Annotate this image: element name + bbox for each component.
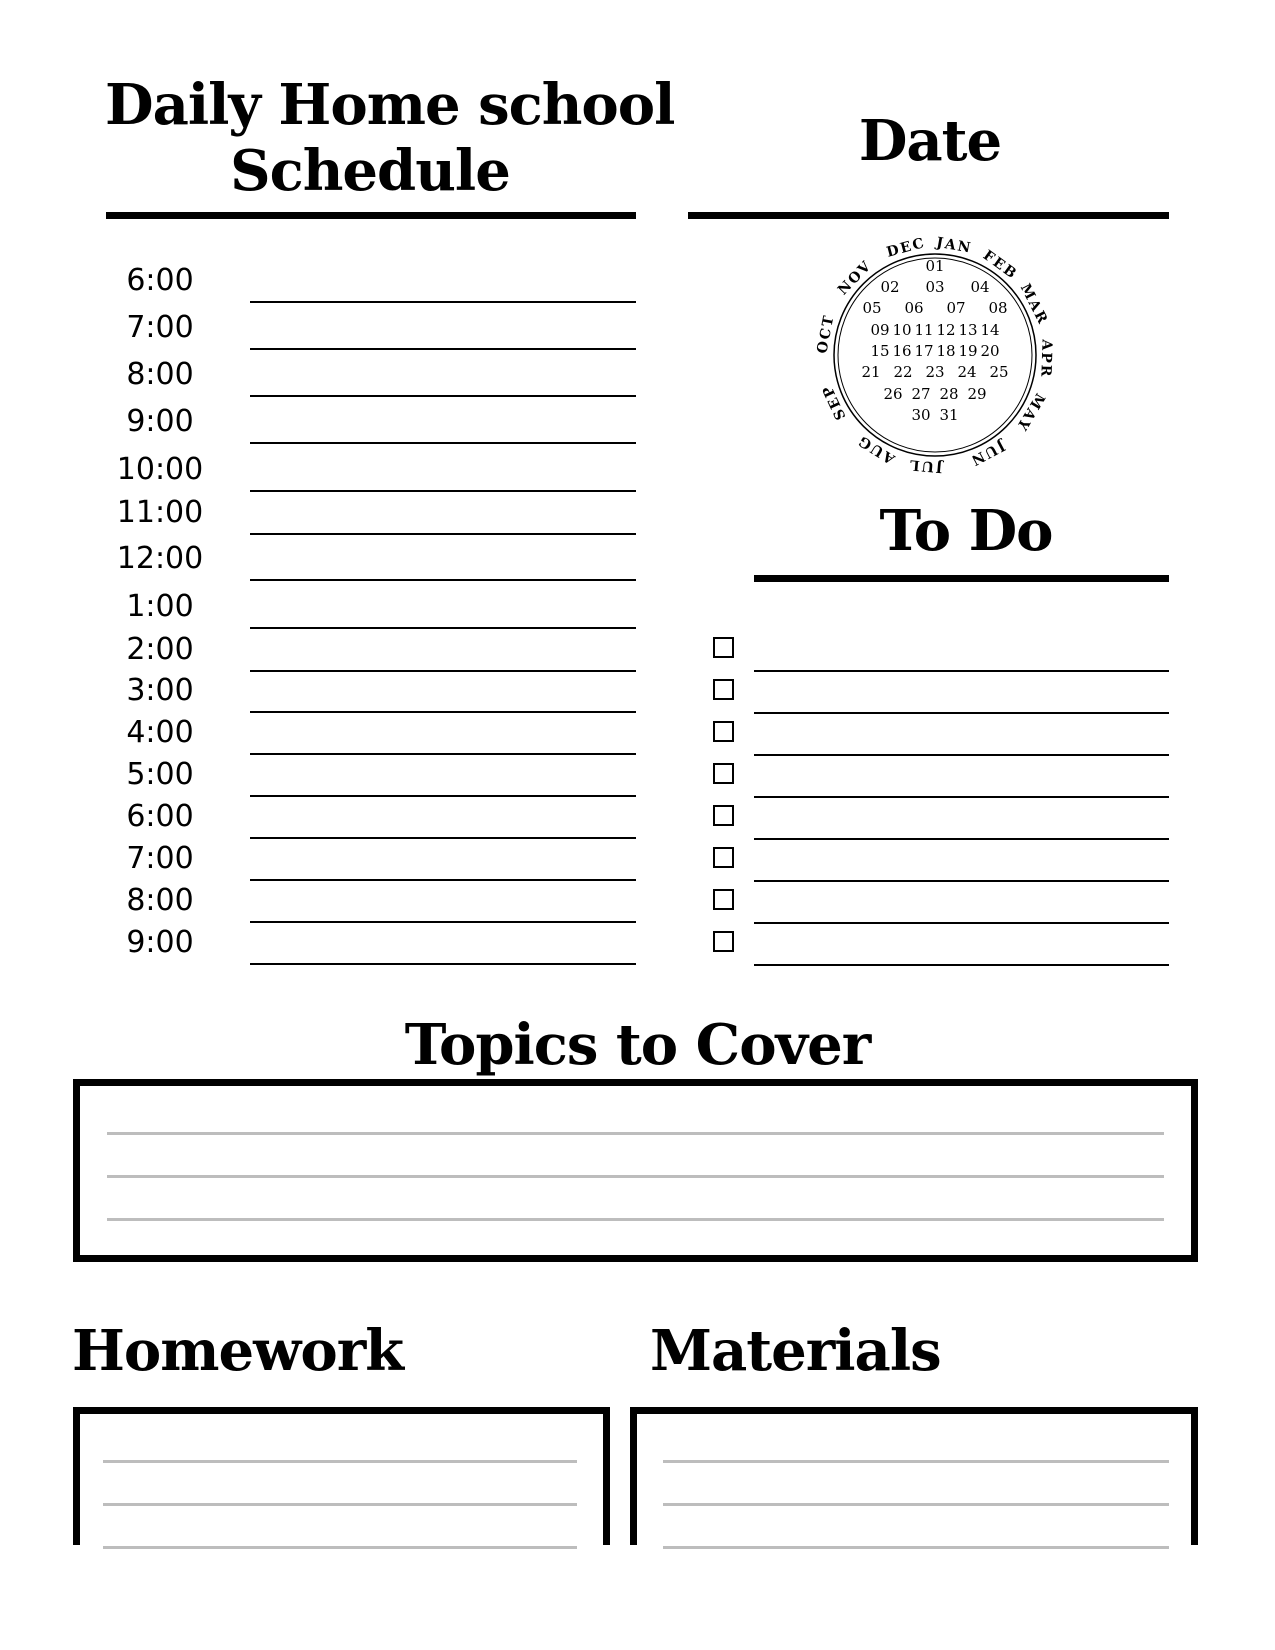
todo-entry-line[interactable] — [754, 838, 1169, 840]
todo-checkbox[interactable] — [713, 679, 734, 700]
wheel-day-number: 18 — [936, 342, 956, 360]
topics-line — [107, 1175, 1164, 1178]
page-title — [105, 72, 675, 204]
wheel-day-number: 19 — [958, 342, 978, 360]
homework-line — [103, 1503, 577, 1506]
schedule-entry-line[interactable] — [250, 711, 636, 713]
date-label: Date — [858, 108, 1002, 174]
schedule-time-label: 7:00 — [126, 310, 194, 345]
todo-entry-line[interactable] — [754, 796, 1169, 798]
wheel-month-label: JUN — [966, 437, 1008, 469]
todo-entry-line[interactable] — [754, 880, 1169, 882]
homework-line — [103, 1460, 577, 1463]
homework-title: Homework — [72, 1318, 404, 1384]
todo-checkbox[interactable] — [713, 721, 734, 742]
todo-entry-line[interactable] — [754, 670, 1169, 672]
schedule-time-label: 10:00 — [116, 452, 204, 487]
todo-entry-line[interactable] — [754, 964, 1169, 966]
wheel-day-number: 16 — [892, 342, 912, 360]
wheel-day-number: 05 — [862, 299, 882, 317]
schedule-entry-line[interactable] — [250, 533, 636, 535]
wheel-day-number: 21 — [861, 363, 881, 381]
schedule-time-label: 3:00 — [126, 673, 194, 708]
page-title-line2: Schedule — [230, 138, 510, 204]
wheel-day-number: 25 — [989, 363, 1009, 381]
wheel-day-number: 23 — [925, 363, 945, 381]
schedule-entry-line[interactable] — [250, 795, 636, 797]
wheel-day-number: 20 — [980, 342, 1000, 360]
schedule-time-label: 8:00 — [126, 883, 194, 918]
schedule-entry-line[interactable] — [250, 301, 636, 303]
wheel-day-number: 24 — [957, 363, 977, 381]
wheel-day-number: 03 — [925, 278, 945, 296]
schedule-entry-line[interactable] — [250, 921, 636, 923]
schedule-entry-line[interactable] — [250, 627, 636, 629]
schedule-time-label: 9:00 — [126, 404, 194, 439]
todo-checkbox[interactable] — [713, 763, 734, 784]
wheel-month-label: APR — [1037, 339, 1055, 379]
schedule-time-label: 1:00 — [126, 589, 194, 624]
schedule-time-label: 11:00 — [116, 495, 204, 530]
schedule-time-label: 2:00 — [126, 632, 194, 667]
wheel-month-label: FEB — [979, 247, 1021, 283]
title-underline — [106, 212, 636, 219]
wheel-month-label: JAN — [935, 235, 974, 257]
wheel-day-number: 13 — [958, 321, 978, 339]
wheel-month-label: MAY — [1012, 390, 1048, 435]
wheel-day-number: 06 — [904, 299, 924, 317]
wheel-day-number: 14 — [980, 321, 1000, 339]
wheel-month-label: JUL — [907, 456, 944, 475]
todo-title: To Do — [879, 498, 1053, 564]
wheel-day-number: 27 — [911, 385, 931, 403]
todo-entry-line[interactable] — [754, 712, 1169, 714]
schedule-time-label: 7:00 — [126, 841, 194, 876]
todo-checkbox[interactable] — [713, 847, 734, 868]
schedule-entry-line[interactable] — [250, 395, 636, 397]
schedule-entry-line[interactable] — [250, 490, 636, 492]
homework-line — [103, 1546, 577, 1549]
calendar-wheel — [810, 235, 1060, 475]
schedule-time-label: 6:00 — [126, 799, 194, 834]
materials-line — [663, 1460, 1169, 1463]
schedule-entry-line[interactable] — [250, 837, 636, 839]
schedule-time-label: 9:00 — [126, 925, 194, 960]
wheel-month-label: AUG — [854, 431, 898, 467]
materials-title: Materials — [650, 1318, 941, 1384]
schedule-entry-line[interactable] — [250, 963, 636, 965]
wheel-day-number: 30 — [911, 406, 931, 424]
wheel-day-number: 29 — [967, 385, 987, 403]
todo-checkbox[interactable] — [713, 931, 734, 952]
wheel-month-label: DEC — [884, 235, 928, 261]
materials-line — [663, 1546, 1169, 1549]
wheel-days — [861, 257, 1008, 424]
todo-entry-line[interactable] — [754, 754, 1169, 756]
wheel-day-number: 26 — [883, 385, 903, 403]
wheel-day-number: 11 — [914, 321, 934, 339]
wheel-day-number: 31 — [939, 406, 959, 424]
page-title-line1: Daily Home school — [105, 72, 675, 138]
topics-line — [107, 1218, 1164, 1221]
wheel-month-label: OCT — [814, 312, 838, 355]
schedule-entry-line[interactable] — [250, 879, 636, 881]
schedule-entry-line[interactable] — [250, 348, 636, 350]
schedule-entry-line[interactable] — [250, 579, 636, 581]
date-field-line[interactable] — [688, 212, 1169, 219]
todo-checkbox[interactable] — [713, 805, 734, 826]
homework-box[interactable] — [73, 1407, 610, 1545]
wheel-day-number: 08 — [988, 299, 1008, 317]
materials-box[interactable] — [630, 1407, 1198, 1545]
todo-underline — [754, 575, 1169, 582]
schedule-time-label: 5:00 — [126, 757, 194, 792]
materials-line — [663, 1503, 1169, 1506]
wheel-day-number: 01 — [925, 257, 945, 275]
schedule-time-label: 12:00 — [116, 541, 204, 576]
schedule-time-label: 8:00 — [126, 357, 194, 392]
wheel-day-number: 02 — [880, 278, 900, 296]
todo-checkbox[interactable] — [713, 889, 734, 910]
topics-box[interactable] — [73, 1079, 1198, 1262]
topics-title: Topics to Cover — [404, 1012, 871, 1078]
wheel-day-number: 17 — [914, 342, 934, 360]
wheel-month-label: MAR — [1016, 281, 1052, 328]
todo-entry-line[interactable] — [754, 922, 1169, 924]
todo-checkbox[interactable] — [713, 637, 734, 658]
wheel-day-number: 07 — [946, 299, 966, 317]
wheel-day-number: 09 — [870, 321, 890, 339]
wheel-day-number: 15 — [870, 342, 890, 360]
schedule-time-label: 6:00 — [126, 263, 194, 298]
schedule-entry-line[interactable] — [250, 753, 636, 755]
wheel-month-label: NOV — [834, 257, 876, 299]
wheel-day-number: 12 — [936, 321, 956, 339]
wheel-day-number: 04 — [970, 278, 990, 296]
schedule-time-label: 4:00 — [126, 715, 194, 750]
wheel-day-number: 28 — [939, 385, 959, 403]
topics-line — [107, 1132, 1164, 1135]
wheel-month-label: SEP — [819, 381, 850, 423]
wheel-day-number: 10 — [892, 321, 912, 339]
schedule-entry-line[interactable] — [250, 442, 636, 444]
schedule-entry-line[interactable] — [250, 670, 636, 672]
wheel-day-number: 22 — [893, 363, 913, 381]
